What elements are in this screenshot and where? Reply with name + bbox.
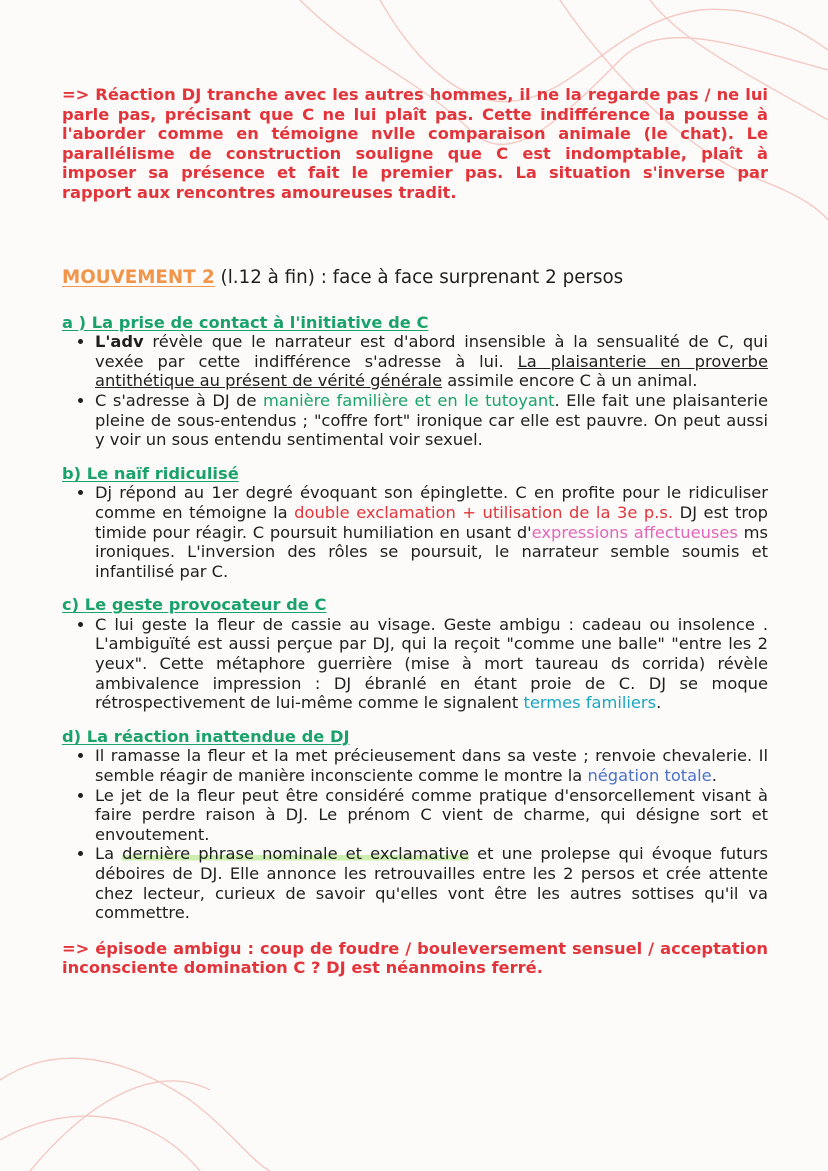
list-item <box>95 844 768 922</box>
highlight-green: manière familière et en le tutoyant <box>262 390 555 410</box>
text: . Elle fait une plaisanterie pleine de sous-entendus ; "coffre fort" ironique car elle est pauvre. On peut aussi y voir un sous entendu sentimental voir sexuel. <box>95 390 768 450</box>
text: . <box>656 693 662 713</box>
section-b-list <box>62 483 768 581</box>
movement-subtitle: (l.12 à fin) : face à face surprenant 2 persos <box>214 266 624 288</box>
document-page <box>62 85 768 978</box>
section-b-title: b) Le naïf ridiculisé <box>62 463 239 483</box>
text: C lui geste la fleur de cassie au visage. Geste ambigu : cadeau ou insolence . L'ambiguïté est aussi perçue par DJ, qui la reçoit "comme une balle" "entre les 2 yeux". Cette métaphore guerrière (mise à mort taureau ds corrida) révèle ambivalence impression : DJ ébranlé en étant proie de C. DJ se moque rétrospectivement de lui-même comme le signalent <box>95 614 768 713</box>
list-item <box>95 391 768 450</box>
highlight-pink: expressions affectueuses <box>531 522 738 542</box>
text: ms ironiques. L'inversion des rôles se poursuit, le narrateur semble soumis et infantilisé par C. <box>95 522 768 581</box>
section-d-title: d) La réaction inattendue de DJ <box>62 726 350 746</box>
text: assimile encore C à un animal. <box>442 371 698 391</box>
movement-label: MOUVEMENT 2 <box>62 266 215 288</box>
text: C s'adresse à DJ de <box>95 390 263 410</box>
text: La <box>95 844 123 864</box>
section-c-title: c) Le geste provocateur de C <box>62 595 327 615</box>
underlined-text: La plaisanterie en proverbe antithétique au présent de vérité générale <box>95 351 768 391</box>
list-item <box>95 332 768 391</box>
text: Le jet de la fleur peut être considéré comme pratique d'ensorcellement visant à faire perdre raison à DJ. Le prénom C vient de charme, qui désigne sort et envoutement. <box>95 785 768 844</box>
highlight-cyan: termes familiers <box>523 693 657 713</box>
list-item <box>95 483 768 581</box>
section-d-list <box>62 746 768 922</box>
list-item <box>95 746 768 785</box>
text: DJ est trop timide pour réagir. C poursuit humiliation en usant d' <box>95 502 769 542</box>
text: révèle que le narrateur est d'abord insensible à la sensualité de C, qui vexée par cette indifférence s'adresse à lui. <box>95 332 768 371</box>
deco-line-bottom-2 <box>0 1116 200 1171</box>
text: Il ramasse la fleur et la met précieusement dans sa veste ; renvoie chevalerie. Il semble réagir de manière inconsciente comme le montre la <box>95 746 768 786</box>
intro-conclusion: => Réaction DJ tranche avec les autres hommes, il ne la regarde pas / ne lui parle pas, précisant que C ne lui plaît pas. Cette indifférence la pousse à l'aborder comme en témoigne nvlle comparaison animale (le chat). Le parallélisme de construction souligne que C est indomptable, plaît à imposer sa présence et fait le premier pas. La situation s'inverse par rapport aux rencontres amoureuses tradit. <box>62 85 768 202</box>
list-item <box>95 615 768 713</box>
text: Dj répond au 1er degré évoquant son épinglette. C en profite pour le ridiculiser comme en témoigne la <box>95 483 768 522</box>
movement-heading <box>62 266 768 290</box>
section-a-list <box>62 332 768 450</box>
list-item <box>95 786 768 845</box>
text: et une prolepse qui évoque futurs déboires de DJ. Elle annonce les retrouvailles entre les 2 persos et crée attente chez lecteur, curieux de savoir qu'elles vont être les autres sottises qu'il va commettre. <box>95 844 768 923</box>
final-conclusion: => épisode ambigu : coup de foudre / bouleversement sensuel / acceptation inconsciente domination C ? DJ est néanmoins ferré. <box>62 938 768 978</box>
highlight-red: double exclamation + utilisation de la 3e p.s. <box>294 502 674 522</box>
bold-term: L'adv <box>95 332 144 352</box>
highlight-blue: négation totale <box>587 766 712 786</box>
highlight-marker-green: dernière phrase nominale et exclamative <box>122 844 470 864</box>
deco-line-bottom-1 <box>0 1058 270 1171</box>
deco-line-bottom-3 <box>30 1081 210 1171</box>
section-c-list <box>62 615 768 713</box>
section-a-title: a ) La prise de contact à l'initiative de C <box>62 312 429 332</box>
text: . <box>711 766 717 786</box>
